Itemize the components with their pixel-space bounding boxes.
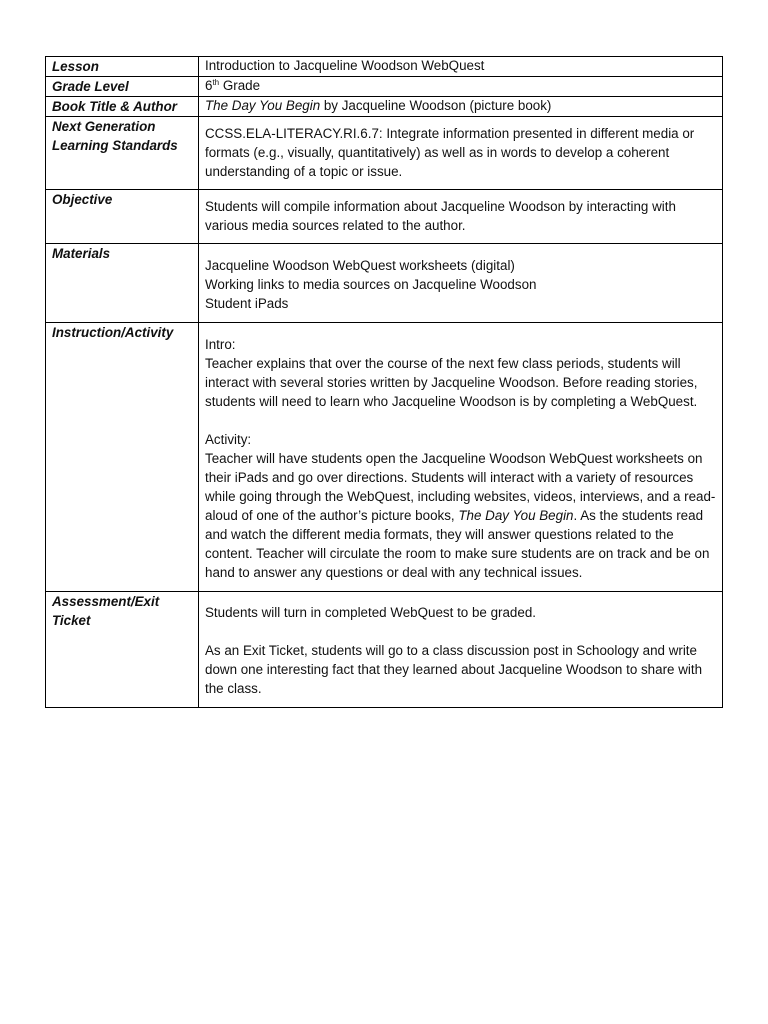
intro-heading: Intro: bbox=[205, 337, 236, 352]
row-grade-level bbox=[46, 77, 723, 97]
materials-item: Student iPads bbox=[205, 296, 289, 311]
label-book: Book Title & Author bbox=[46, 97, 199, 117]
standards-text: CCSS.ELA-LITERACY.RI.6.7: Integrate information presented in different media or formats (e.g., visually, quantitatively) as well as in words to develop a coherent understanding of a topic or issue. bbox=[205, 126, 695, 179]
grade-suffix: th bbox=[212, 78, 220, 87]
row-assessment bbox=[46, 592, 723, 708]
row-materials bbox=[46, 244, 723, 323]
materials-item: Working links to media sources on Jacqueline Woodson bbox=[205, 277, 537, 292]
row-lesson bbox=[46, 57, 723, 77]
value-lesson: Introduction to Jacqueline Woodson WebQuest bbox=[199, 57, 723, 77]
value-book bbox=[199, 97, 723, 117]
label-materials: Materials bbox=[46, 244, 199, 323]
value-standards bbox=[199, 117, 723, 190]
value-instruction bbox=[199, 323, 723, 592]
row-standards bbox=[46, 117, 723, 190]
book-title: The Day You Begin bbox=[205, 98, 321, 113]
label-standards: Next Generation Learning Standards bbox=[46, 117, 199, 190]
value-materials bbox=[199, 244, 723, 323]
value-grade-level bbox=[199, 77, 723, 97]
grade-rest: Grade bbox=[219, 78, 261, 93]
spacer bbox=[205, 622, 716, 641]
grade-number: 6 bbox=[205, 78, 213, 93]
activity-heading: Activity: bbox=[205, 432, 252, 447]
label-objective: Objective bbox=[46, 190, 199, 244]
activity-text-part1: Teacher will have students open the Jacqueline Woodson WebQuest worksheets on their iPads and go over directions. Students will interact with a variety of resources while going through the WebQuest, including websites, videos, interviews, and a read-aloud of one of the author’s picture books, bbox=[205, 451, 716, 523]
value-assessment bbox=[199, 592, 723, 708]
label-instruction: Instruction/Activity bbox=[46, 323, 199, 592]
row-book bbox=[46, 97, 723, 117]
activity-book-title: The Day You Begin bbox=[458, 508, 574, 523]
label-lesson: Lesson bbox=[46, 57, 199, 77]
assessment-text-2: As an Exit Ticket, students will go to a class discussion post in Schoology and write down one interesting fact that they learned about Jacqueline Woodson to share with the class. bbox=[205, 643, 703, 696]
lesson-plan-table bbox=[45, 56, 723, 708]
activity-text-part2: . As the students read and watch the different media formats, they will answer questions related to the content. Teacher will circulate the room to make sure students are on track and be on hand to answer any questions or deal with any technical issues. bbox=[205, 508, 710, 580]
label-grade-level: Grade Level bbox=[46, 77, 199, 97]
materials-item: Jacqueline Woodson WebQuest worksheets (digital) bbox=[205, 258, 515, 273]
assessment-text-1: Students will turn in completed WebQuest to be graded. bbox=[205, 605, 536, 620]
row-objective bbox=[46, 190, 723, 244]
value-objective bbox=[199, 190, 723, 244]
row-instruction bbox=[46, 323, 723, 592]
activity-text bbox=[205, 449, 716, 582]
spacer bbox=[205, 411, 716, 430]
objective-text: Students will compile information about Jacqueline Woodson by interacting with various media sources related to the author. bbox=[205, 199, 676, 233]
intro-text: Teacher explains that over the course of the next few class periods, students will interact with several stories written by Jacqueline Woodson. Before reading stories, students will need to learn who Jacqueline Woodson is by completing a WebQuest. bbox=[205, 356, 698, 409]
label-assessment: Assessment/Exit Ticket bbox=[46, 592, 199, 708]
book-author: by Jacqueline Woodson (picture book) bbox=[320, 98, 552, 113]
